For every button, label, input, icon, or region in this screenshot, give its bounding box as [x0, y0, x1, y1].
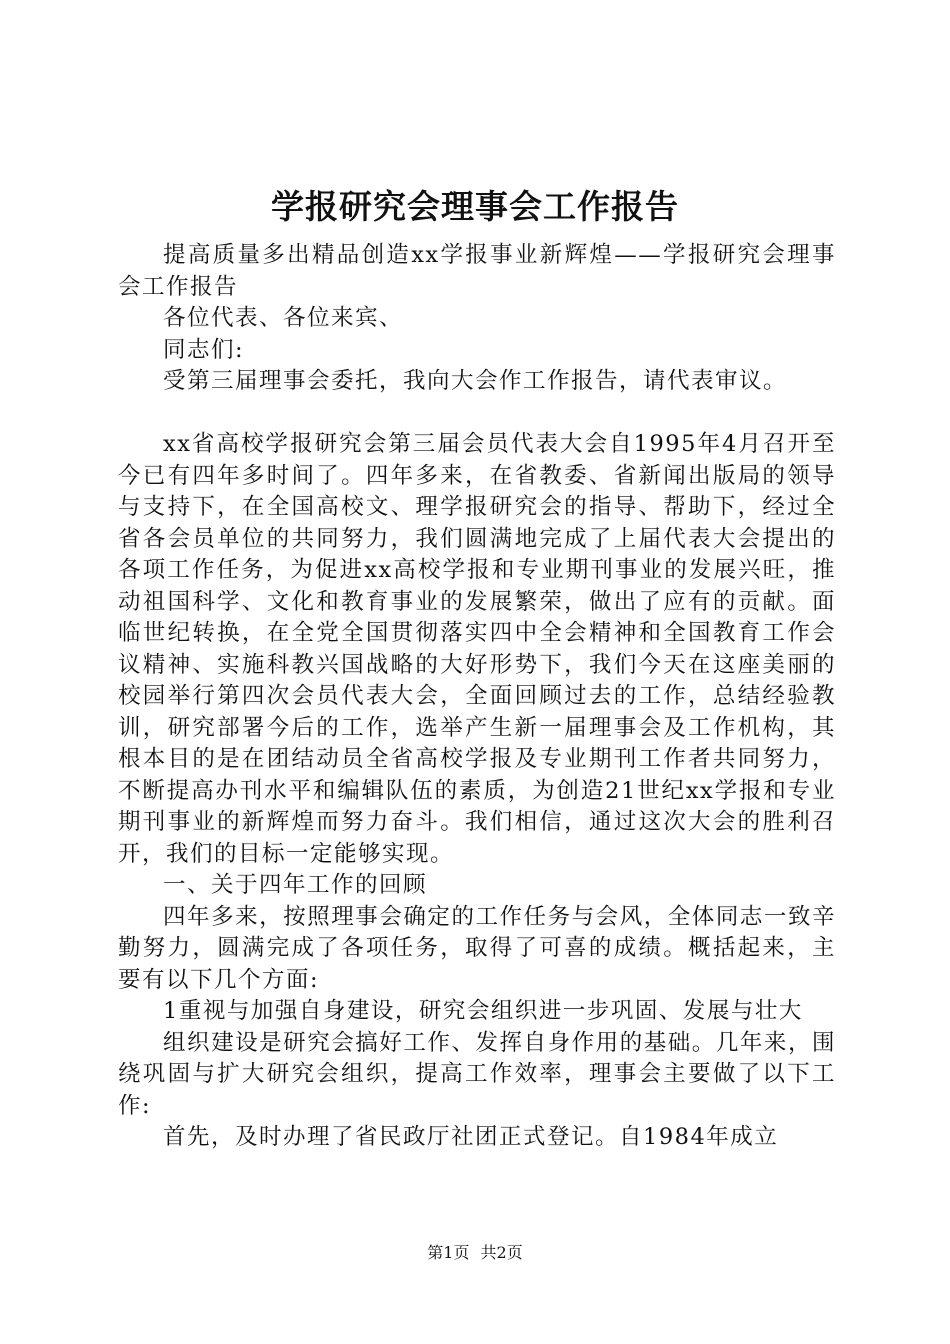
- page-number: 第1页: [427, 1243, 470, 1262]
- subsection-heading: 1重视与加强自身建设，研究会组织进一步巩固、发展与壮大: [163, 998, 803, 1024]
- body-paragraph: xx省高校学报研究会第三届会员代表大会自1995年4月召开至今已有四年多时间了。四年多来，在省教委、省新闻出版局的领导与支持下，在全国高校文、理学报研究会的指导、帮助下，经过全省各会员单位的共同努力，我们圆满地完成了上届代表大会提出的各项工作任务，为促进xx高校学报和专业期刊事业的发展兴旺，推动祖国科学、文化和教育事业的发展繁荣，做出了应有的贡献。面临世纪转换，在全党全国贯彻落实四中全会精神和全国教育工作会议精神、实施科教兴国战略的大好形势下，我们今天在这座美丽的校园举行第四次会员代表大会，全面回顾过去的工作，总结经验教训，研究部署今后的工作，选举产生新一届理事会及工作机构，其根本目的是在团结动员全省高校学报及专业期刊工作者共同努力，不断提高办刊水平和编辑队伍的素质，为创造21世纪xx学报和专业期刊事业的新辉煌而努力奋斗。我们相信，通过这次大会的胜利召开，我们的目标一定能够实现。: [118, 431, 836, 867]
- body-paragraph: 首先，及时办理了省民政厅社团正式登记。自1984年成立: [163, 1124, 779, 1150]
- document-title: 学报研究会理事会工作报告: [271, 187, 679, 226]
- paragraph-spacer: [118, 398, 836, 430]
- document-body: [118, 240, 836, 1154]
- body-paragraph: 组织建设是研究会搞好工作、发挥自身作用的基础。几年来，围绕巩固与扩大研究会组织，提高工作效率，理事会主要做了以下工作:: [118, 1029, 836, 1119]
- salutation-paragraph: 各位代表、各位来宾、: [163, 305, 404, 331]
- section-heading: 一、关于四年工作的回顾: [163, 872, 428, 898]
- page-footer: [0, 1241, 950, 1265]
- body-paragraph: 四年多来，按照理事会确定的工作任务与会风，全体同志一致辛勤努力，圆满完成了各项任务，取得了可喜的成绩。概括起来，主要有以下几个方面:: [118, 903, 836, 993]
- intro-paragraph: 受第三届理事会委托，我向大会作工作报告，请代表审议。: [163, 368, 788, 394]
- subtitle-paragraph: 提高质量多出精品创造xx学报事业新辉煌——学报研究会理事会工作报告: [118, 242, 836, 300]
- page-total: 共2页: [480, 1243, 523, 1262]
- salutation-paragraph: 同志们:: [163, 336, 245, 363]
